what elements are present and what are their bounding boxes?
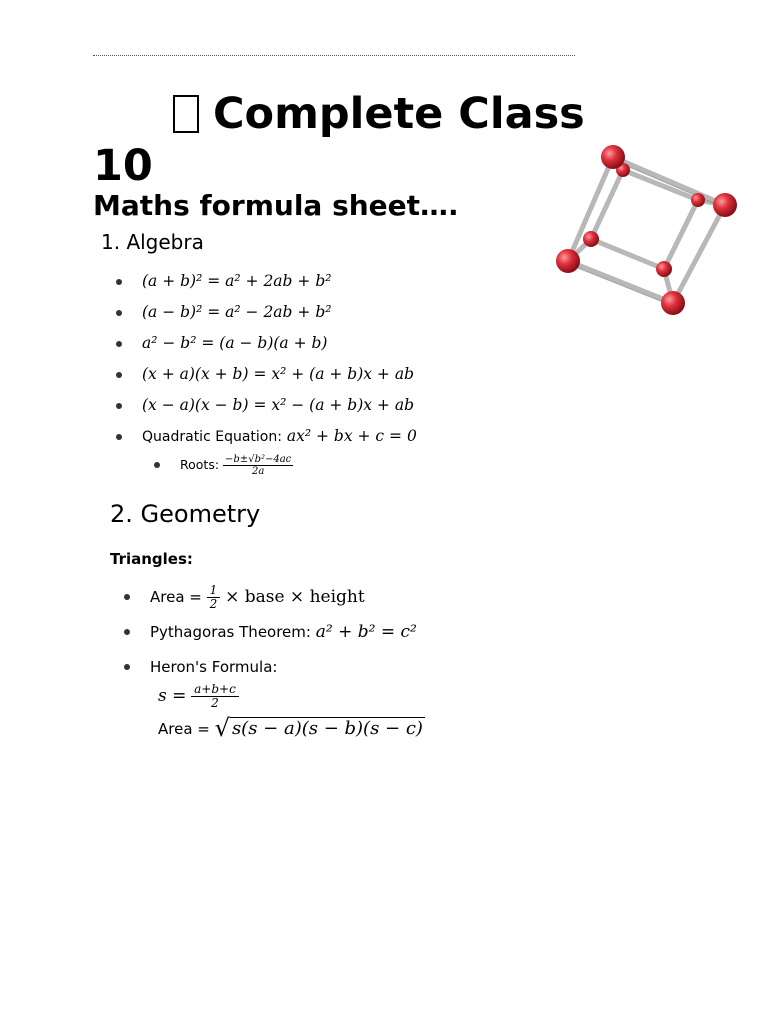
list-item (114, 328, 417, 359)
s-numerator: a+b+c (191, 683, 239, 697)
s-label: s = (158, 686, 187, 706)
roots-label: Roots: (180, 457, 220, 472)
formula: (a + b)² = a² + 2ab + b² (142, 272, 332, 290)
formula: (x + a)(x + b) = x² + (a + b)x + ab (142, 365, 414, 383)
list-item (114, 359, 417, 390)
area-fraction (207, 584, 221, 611)
formula: (x − a)(x − b) = x² − (a + b)x + ab (142, 396, 414, 414)
semi-perimeter-row (158, 680, 425, 712)
box-glyph-icon (173, 95, 199, 133)
dotted-rule (93, 47, 575, 56)
formula: a² − b² = (a − b)(a + b) (142, 334, 328, 352)
roots-list (152, 450, 293, 480)
list-item (122, 614, 417, 650)
list-item (122, 652, 417, 682)
s-denominator: 2 (211, 696, 219, 710)
page-subtitle: Maths formula sheet…. (93, 189, 459, 222)
geometry-heading: 2. Geometry (110, 500, 261, 528)
formula: (a − b)² = a² − 2ab + b² (142, 303, 332, 321)
quadratic-label: Quadratic Equation: (142, 429, 282, 445)
geometry-list (122, 580, 417, 682)
list-item (114, 266, 417, 297)
list-item (114, 390, 417, 421)
list-item (122, 580, 417, 614)
area-numerator: 1 (207, 584, 221, 598)
algebra-list (114, 266, 417, 452)
pythagoras-label: Pythagoras Theorem: (150, 623, 311, 641)
list-item (114, 297, 417, 328)
area-formula: × base × height (225, 587, 365, 607)
s-fraction (191, 683, 239, 710)
algebra-heading: 1. Algebra (101, 230, 204, 254)
heron-area-row (158, 712, 425, 744)
list-item (114, 421, 417, 452)
cube-lattice-icon (548, 140, 748, 325)
pythagoras-formula: a² + b² = c² (315, 622, 417, 642)
triangles-label: Triangles: (110, 550, 193, 568)
roots-fraction (223, 454, 293, 477)
quadratic-formula: ax² + bx + c = 0 (286, 427, 417, 445)
roots-numerator: −b±√b²−4ac (225, 454, 292, 465)
heron-radicand: s(s − a)(s − b)(s − c) (231, 718, 423, 739)
list-item (152, 450, 293, 480)
heron-sqrt (215, 712, 425, 745)
roots-denominator: 2a (251, 466, 265, 477)
heron-formula-block (158, 680, 425, 744)
heron-area-label: Area = (158, 720, 210, 738)
page-title-text: Complete Class 10 (93, 89, 585, 191)
sqrt-sign: √ (214, 714, 230, 742)
area-denominator: 2 (209, 597, 218, 611)
heron-label: Heron's Formula: (150, 658, 278, 676)
area-label: Area = (150, 588, 202, 606)
